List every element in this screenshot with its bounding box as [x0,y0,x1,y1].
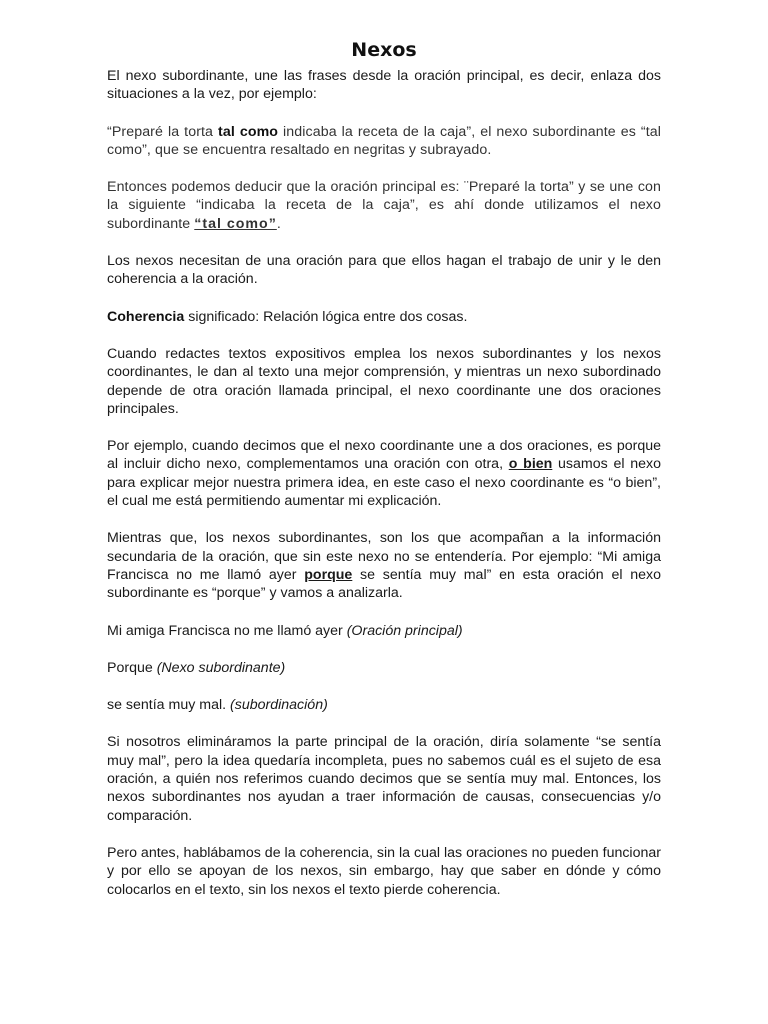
text-run: Por ejemplo, cuando decimos que el nexo coordinante une a dos oraciones, es porque al incluir dicho nexo, complementamos una oración con otra, [107,438,661,473]
text-run: se sentía muy mal. [107,697,231,714]
text-run: Mi amiga Francisca no me llamó ayer [107,622,347,639]
underlined-term-tal-como: “tal como” [194,215,277,232]
text-run: se sentía muy mal” en esta oración el nexo subordinante es “porque” y vamos a analizarla. [107,566,661,602]
paragraph-nexos-necesitan: Los nexos necesitan de una oración para que ellos hagan el trabajo de unir y le den coherencia a la oración. [107,253,661,288]
text-run: “Preparé la torta [107,123,219,140]
paragraph-example-tal-como [107,123,661,160]
paragraph-coherencia-definition [107,308,661,326]
bold-term-tal-como: tal como [218,123,279,140]
analysis-line-nexo [107,659,661,677]
paragraph-intro: El nexo subordinante, une las frases desde la oración principal, es decir, enlaza dos situaciones a la vez, por ejemplo: [107,68,661,103]
analysis-line-subordinacion [107,696,661,714]
text-run: usamos el nexo para explicar mejor nuestra primera idea, en este caso el nexo coordinante es “o bien”, el cual me está permitiendo aumentar mi explicación. [107,456,661,510]
paragraph-textos-expositivos: Cuando redactes textos expositivos emplea los nexos subordinantes y los nexos coordinantes, le dan al texto una mejor comprensión, y mientras un nexo subordinado depende de otra oración llamada principal, el nexo coordinante une dos oraciones principales. [107,345,661,417]
paragraph-eliminaramos: Si nosotros elimináramos la parte principal de la oración, diría solamente “se sentía muy mal”, pero la idea quedaría incompleta, pues no sabemos cuál es el sujeto de esa oración, a quién nos referimos cuando decimos que se sentía muy mal. Entonces, los nexos subordinantes nos ayudan a traer información de causas, consecuencias y/o comparación. [107,734,661,824]
italic-label: (Nexo subordinante) [156,659,286,676]
paragraph-conclusion: Pero antes, hablábamos de la coherencia, sin la cual las oraciones no pueden funcionar y por ello se apoyan de los nexos, sin embargo, hay que saber en dónde y cómo colocarlos en el texto, sin los nexos el texto pierde coherencia. [107,844,661,898]
paragraph-deduction [107,178,661,233]
underlined-term-o-bien: o bien [508,456,553,473]
text-run: Mientras que, los nexos subordinantes, son los que acompañan a la información secundaria de la oración, que sin este nexo no se entendería. Por ejemplo: “Mi amiga Francisca no me llamó ayer [107,530,661,583]
text-run: Entonces podemos deducir que la oración principal es: ¨Preparé la torta” y se une con la siguiente “indicaba la receta de la caja”, es ahí donde utilizamos el nexo subordinante [107,179,661,232]
italic-label: (Oración principal) [346,622,463,639]
bold-term-coherencia: Coherencia [107,308,185,325]
paragraph-subordinantes-example [107,529,661,602]
text-run: Porque [107,659,157,676]
text-run: significado: Relación lógica entre dos cosas. [184,308,468,325]
text-run: indicaba la receta de la caja”, el nexo subordinante es “tal como”, que se encuentra resaltado en negritas y subrayado. [107,123,661,158]
underlined-term-porque: porque [304,566,353,583]
text-run: . [276,215,281,232]
page-title: Nexos [351,39,417,61]
analysis-line-principal [107,622,661,640]
paragraph-coordinante-example [107,437,661,510]
italic-label: (subordinación) [230,697,328,714]
